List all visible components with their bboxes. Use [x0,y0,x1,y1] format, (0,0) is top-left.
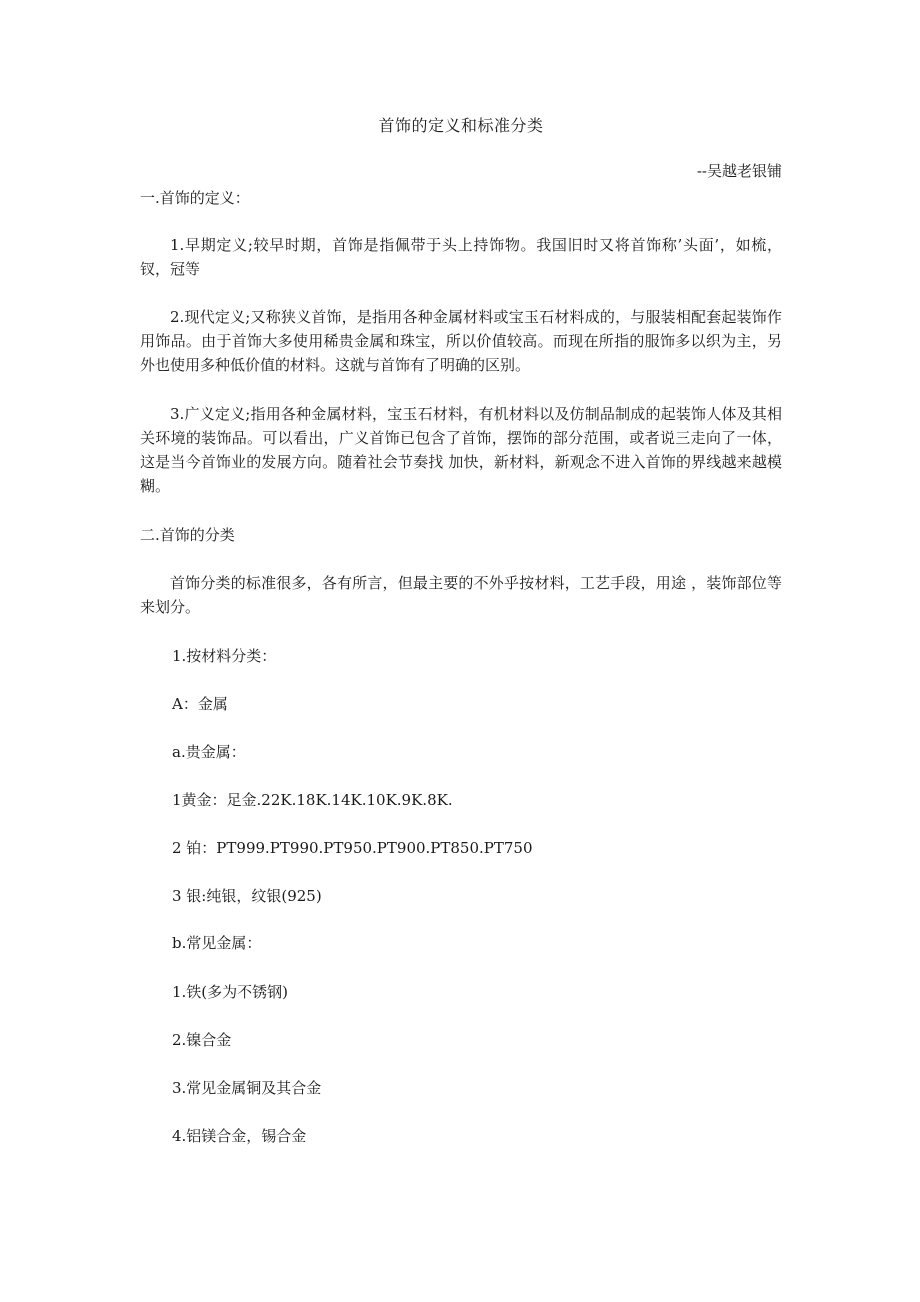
document-author: --吴越老银铺 [696,162,782,180]
list-item-platinum: 2 铂：PT999.PT990.PT950.PT900.PT850.PT750 [172,839,533,857]
list-item-common-metal: b.常见金属： [172,934,262,952]
list-item-nickel: 2.镍合金 [172,1031,232,1049]
list-item-metal: A：金属 [172,695,228,713]
section-heading-classification: 二.首饰的分类 [140,526,235,544]
list-item-copper: 3.常见金属铜及其合金 [172,1079,322,1097]
paragraph-modern-definition: 2.现代定义;又称狭义首饰，是指用各种金属材料或宝玉石材料成的，与服装相配套起装饰作用饰品。由于首饰大多使用稀贵金属和珠宝，所以价值较高。而现在所指的服饰多以织为主，另外也使用多种低价值的材料。这就与首饰有了明确的区别。 [140,308,782,374]
list-item-iron: 1.铁(多为不锈钢) [172,983,289,1001]
paragraph-classification-intro: 首饰分类的标准很多，各有所言，但最主要的不外乎按材料，工艺手段，用途 ，装饰部位等来划分。 [140,574,782,616]
list-item-aluminum: 4.铝镁合金，锡合金 [172,1127,307,1145]
list-item-by-material: 1.按材料分类： [172,647,277,665]
document-title: 首饰的定义和标准分类 [378,116,544,135]
list-item-precious-metal: a.贵金属： [172,743,246,761]
paragraph-broad-definition: 3.广义定义;指用各种金属材料，宝玉石材料，有机材料以及仿制品制成的起装饰人体及其相关环境的装饰品。可以看出，广义首饰已包含了首饰，摆饰的部分范围，或者说三走向了一体，这是当今首饰业的发展方向。随着社会节奏找 加快，新材料，新观念不进入首饰的界线越来越模糊。 [140,405,782,495]
list-item-silver: 3 银:纯银，纹银(925) [172,887,322,905]
list-item-gold: 1黄金：足金.22K.18K.14K.10K.9K.8K. [172,791,453,809]
section-heading-definition: 一.首饰的定义： [140,189,250,207]
paragraph-early-definition: 1.早期定义;较早时期，首饰是指佩带于头上持饰物。我国旧时又将首饰称’头面’，如梳，钗，冠等 [140,236,782,278]
